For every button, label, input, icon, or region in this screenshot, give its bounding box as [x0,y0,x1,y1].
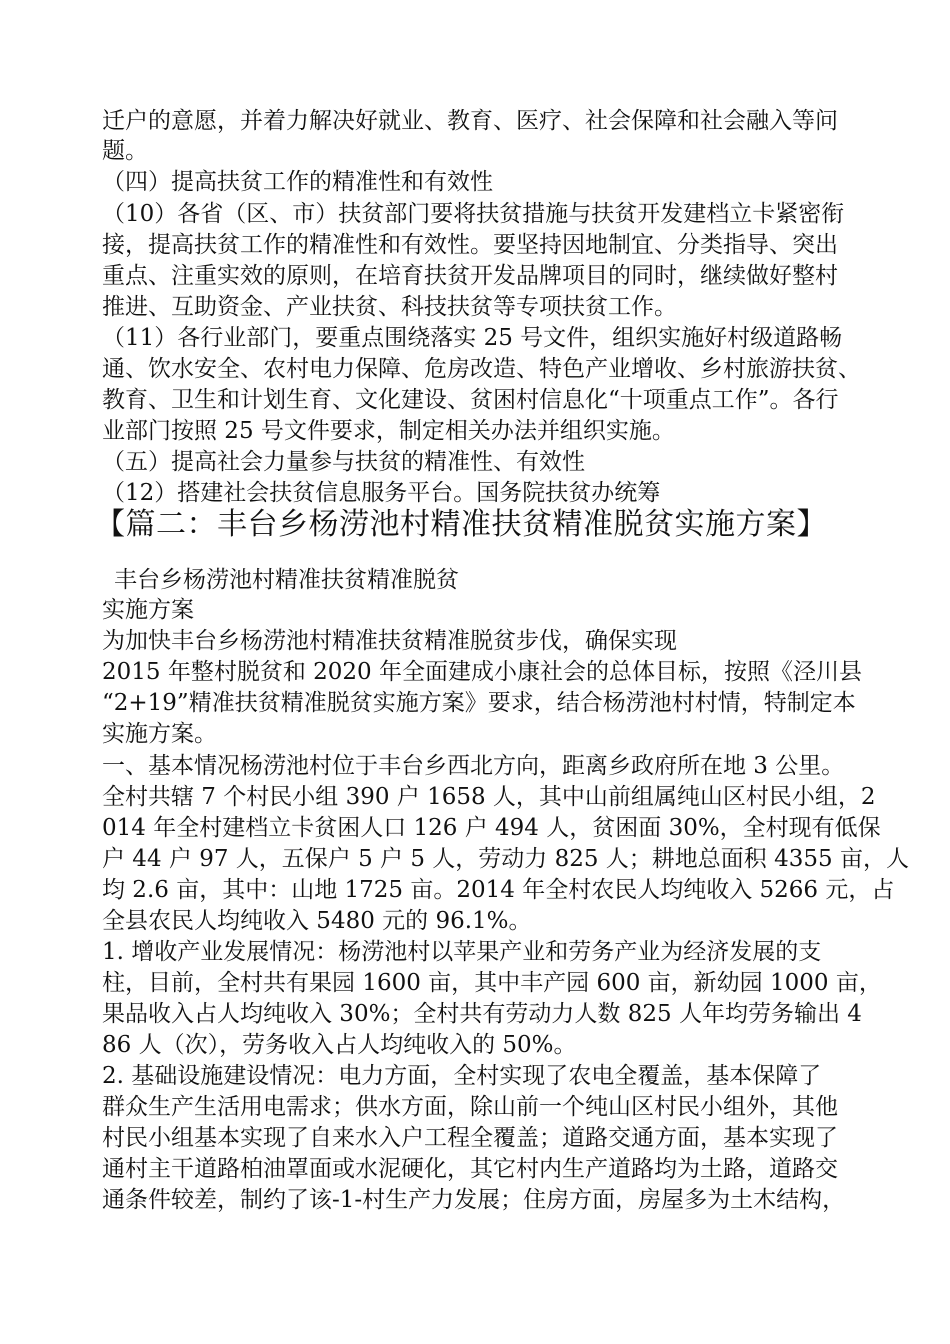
paragraph-line: 全县农民人均纯收入 5480 元的 96.1%。 [102,908,532,934]
paragraph-line: （10）各省（区、市）扶贫部门要将扶贫措施与扶贫开发建档立卡紧密衔 [102,201,845,227]
section-heading-4: （四）提高扶贫工作的精准性和有效性 [102,169,493,195]
paragraph-line: 果品收入占人均纯收入 30%；全村共有劳动力人数 825 人年均劳务输出 4 [102,1001,862,1027]
paragraph-line: 题。 [102,138,148,164]
chapter-title: 【篇二：丰台乡杨涝池村精准扶贫精准脱贫实施方案】 [95,507,827,542]
paragraph-line: 户 44 户 97 人，五保户 5 户 5 人，劳动力 825 人；耕地总面积 4355 亩，人 [102,846,909,872]
paragraph-line: 村民小组基本实现了自来水入户工程全覆盖；道路交通方面，基本实现了 [102,1125,838,1151]
paragraph-line: 为加快丰台乡杨涝池村精准扶贫精准脱贫步伐，确保实现 [102,628,677,654]
paragraph-line: 一、基本情况杨涝池村位于丰台乡西北方向，距离乡政府所在地 3 公里。 [102,753,845,779]
paragraph-line: 群众生产生活用电需求；供水方面，除山前一个纯山区村民小组外，其他 [102,1094,838,1120]
paragraph-line: 86 人（次），劳务收入占人均纯收入的 50%。 [102,1032,577,1058]
paragraph-line: 2015 年整村脱贫和 2020 年全面建成小康社会的总体目标，按照《泾川县 [102,659,862,685]
paragraph-line: 1. 增收产业发展情况：杨涝池村以苹果产业和劳务产业为经济发展的支 [102,939,822,965]
paragraph-line: 014 年全村建档立卡贫困人口 126 户 494 人，贫困面 30%，全村现有低保 [102,815,881,841]
paragraph-line: “2+19”精准扶贫精准脱贫实施方案》要求，结合杨涝池村村情，特制定本 [102,690,856,716]
document-title-line: 实施方案 [102,597,194,623]
paragraph-line: 迁户的意愿，并着力解决好就业、教育、医疗、社会保障和社会融入等问 [102,108,838,134]
paragraph-line: 实施方案。 [102,721,217,747]
paragraph-line: 教育、卫生和计划生育、文化建设、贫困村信息化“十项重点工作”。各行 [102,387,839,413]
paragraph-line: 重点、注重实效的原则，在培育扶贫开发品牌项目的同时，继续做好整村 [102,263,838,289]
paragraph-line: 全村共辖 7 个村民小组 390 户 1658 人，其中山前组属纯山区村民小组，2 [102,784,876,810]
paragraph-line: 均 2.6 亩，其中：山地 1725 亩。2014 年全村农民人均纯收入 5266 元，占 [102,877,895,903]
paragraph-line: 柱，目前，全村共有果园 1600 亩，其中丰产园 600 亩，新幼园 1000 亩， [102,970,882,996]
paragraph-line: 通条件较差，制约了该-1-村生产力发展；住房方面，房屋多为土木结构， [102,1187,846,1213]
paragraph-line: （11）各行业部门，要重点围绕落实 25 号文件，组织实施好村级道路畅 [102,325,843,351]
section-heading-5: （五）提高社会力量参与扶贫的精准性、有效性 [102,449,585,475]
document-title-line: 丰台乡杨涝池村精准扶贫精准脱贫 [114,567,459,593]
paragraph-line: （12）搭建社会扶贫信息服务平台。国务院扶贫办统筹 [102,480,661,506]
paragraph-line: 推进、互助资金、产业扶贫、科技扶贫等专项扶贫工作。 [102,294,677,320]
paragraph-line: 接，提高扶贫工作的精准性和有效性。要坚持因地制宜、分类指导、突出 [102,232,838,258]
paragraph-line: 通村主干道路柏油罩面或水泥硬化，其它村内生产道路均为土路，道路交 [102,1156,838,1182]
paragraph-line: 业部门按照 25 号文件要求，制定相关办法并组织实施。 [102,418,675,444]
paragraph-line: 通、饮水安全、农村电力保障、危房改造、特色产业增收、乡村旅游扶贫、 [102,356,861,382]
paragraph-line: 2. 基础设施建设情况：电力方面，全村实现了农电全覆盖，基本保障了 [102,1063,822,1089]
